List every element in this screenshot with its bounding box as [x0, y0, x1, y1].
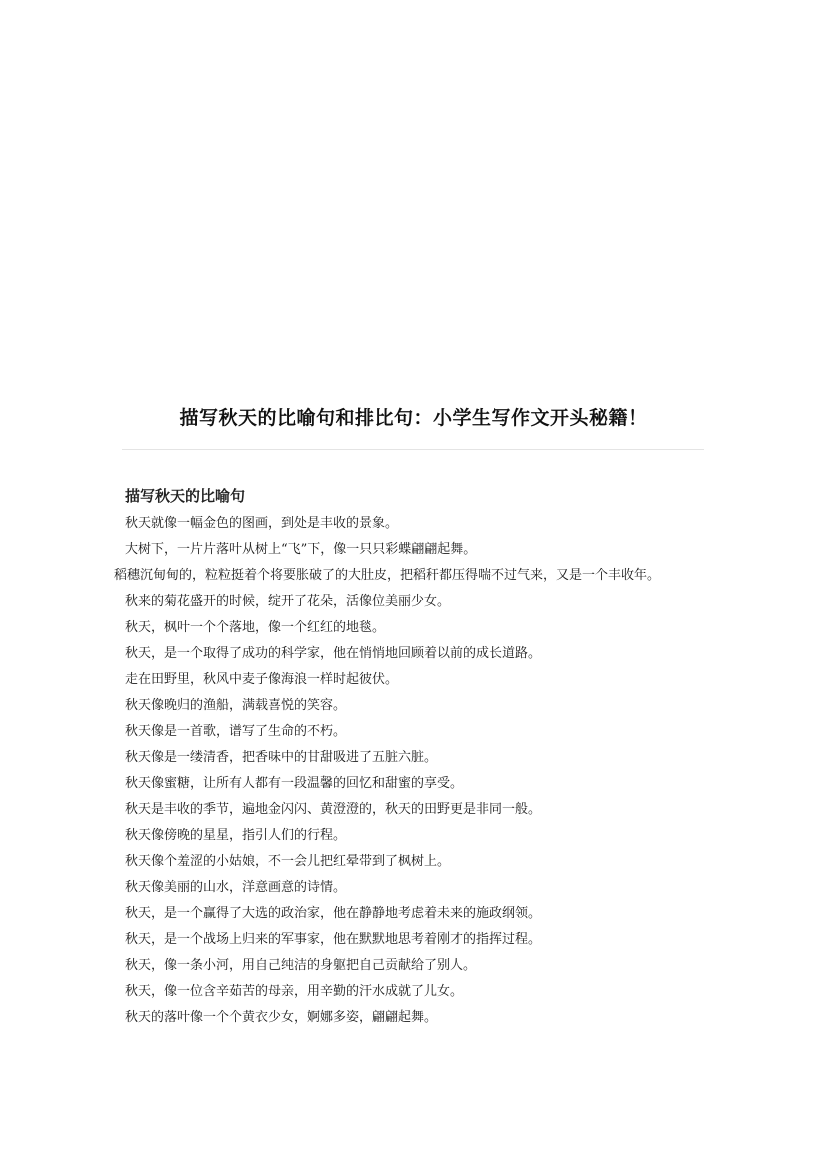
- section-heading: 描写秋天的比喻句: [125, 487, 246, 505]
- sentence-item: 秋天像蜜糖，让所有人都有一段温馨的回忆和甜蜜的享受。: [125, 776, 464, 791]
- sentence-item: 秋天的落叶像一个个黄衣少女，婀娜多姿，翩翩起舞。: [125, 1010, 438, 1025]
- sentence-item: 秋天，像一条小河，用自己纯洁的身躯把自己贡献给了别人。: [125, 958, 477, 973]
- sentence-item: 秋天，是一个取得了成功的科学家，他在悄悄地回顾着以前的成长道路。: [125, 646, 542, 661]
- sentence-item: 大树下，一片片落叶从树上“飞”下，像一只只彩蝶翩翩起舞。: [125, 542, 477, 557]
- sentence-item: 秋天像个羞涩的小姑娘，不一会儿把红晕带到了枫树上。: [125, 854, 451, 869]
- page-title: 描写秋天的比喻句和排比句：小学生写作文开头秘籍！: [179, 407, 648, 429]
- sentence-item: 秋天像是一缕清香，把香味中的甘甜吸进了五脏六脏。: [125, 750, 438, 765]
- sentence-item: 秋天就像一幅金色的图画，到处是丰收的景象。: [125, 516, 399, 531]
- sentence-item: 秋天像是一首歌，谱写了生命的不朽。: [125, 724, 347, 739]
- sentence-item: 秋天像美丽的山水，洋意画意的诗情。: [125, 880, 347, 895]
- article-body: [114, 484, 710, 1031]
- sentence-item: 秋天像晚归的渔船，满载喜悦的笑容。: [125, 698, 347, 713]
- sentence-item: 走在田野里，秋风中麦子像海浪一样时起彼伏。: [125, 672, 399, 687]
- title-divider: [122, 449, 704, 450]
- sentence-item: 秋天，枫叶一个个落地，像一个红红的地毯。: [125, 620, 386, 635]
- sentence-item: 秋天是丰收的季节，遍地金闪闪、黄澄澄的，秋天的田野更是非同一般。: [125, 802, 542, 817]
- sentence-item: 秋天像傍晚的星星，指引人们的行程。: [125, 828, 347, 843]
- sentence-item: 秋来的菊花盛开的时候，绽开了花朵，活像位美丽少女。: [125, 594, 451, 609]
- sentence-item: 稻穗沉甸甸的，粒粒挺着个将要胀破了的大肚皮，把稻秆都压得喘不过气来，又是一个丰收年。: [114, 568, 661, 583]
- sentence-item: 秋天，是一个战场上归来的军事家，他在默默地思考着刚才的指挥过程。: [125, 932, 542, 947]
- sentence-item: 秋天，是一个赢得了大选的政治家，他在静静地考虑着未来的施政纲领。: [125, 906, 542, 921]
- sentence-item: 秋天，像一位含辛茹苦的母亲，用辛勤的汗水成就了儿女。: [125, 984, 464, 999]
- sentence-list: [114, 511, 710, 1031]
